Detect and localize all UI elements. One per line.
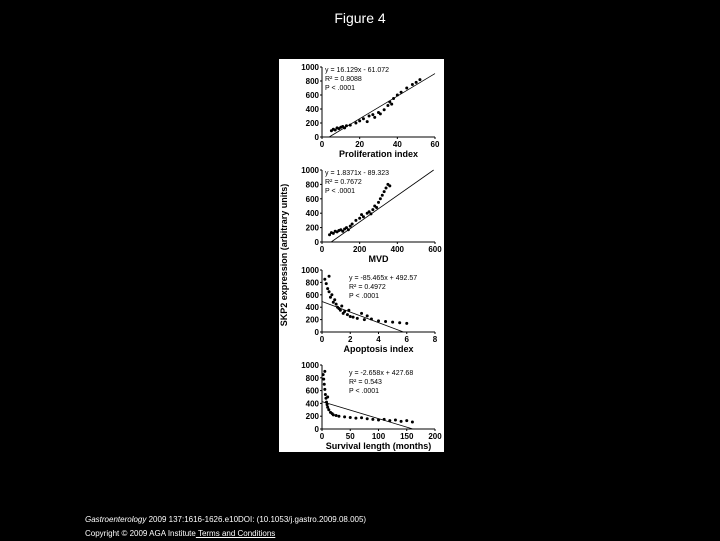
data-point: [390, 103, 393, 106]
data-point: [360, 416, 363, 419]
x-tick-label: 8: [432, 335, 438, 344]
stats-annotation: R² = 0.7672: [325, 179, 362, 186]
y-tick-label: 1000: [301, 166, 319, 175]
stats-annotation: P < .0001: [349, 293, 380, 300]
y-tick-label: 800: [305, 373, 319, 383]
x-tick-label: 60: [430, 140, 440, 149]
y-tick-label: 800: [305, 180, 319, 190]
x-axis-label-0: Proliferation index: [338, 149, 419, 159]
stats-annotation: P < .0001: [325, 85, 356, 92]
y-tick-label: 1000: [301, 361, 319, 370]
data-point: [386, 104, 389, 107]
data-point: [371, 418, 374, 421]
shared-y-axis-label: SKP2 expression (arbitrary units): [279, 183, 289, 327]
data-point: [335, 303, 338, 306]
figure-title: Figure 4: [334, 10, 386, 26]
data-point: [371, 208, 374, 211]
y-tick-label: 400: [305, 105, 319, 114]
y-tick-label: 0: [314, 328, 319, 337]
data-point: [356, 317, 359, 320]
data-point: [371, 113, 374, 116]
data-point: [377, 201, 380, 204]
footer: [85, 513, 366, 541]
scatter-figure: [279, 59, 444, 452]
data-point: [333, 298, 336, 301]
data-point: [400, 91, 403, 94]
data-point: [368, 115, 371, 118]
x-tick-label: 200: [352, 245, 367, 254]
data-point: [328, 275, 331, 278]
x-tick-label: 50: [345, 432, 355, 441]
stats-annotation: R² = 0.8088: [325, 76, 362, 83]
data-point: [349, 416, 352, 419]
data-point: [349, 124, 352, 127]
data-point: [411, 83, 414, 86]
data-point: [383, 418, 386, 421]
data-point: [394, 419, 397, 422]
citation-text: 2009 137:1616-1626.e10DOI: (10.1053/j.gastro.2009.08.005): [146, 515, 367, 524]
data-point: [322, 373, 325, 376]
data-point: [326, 396, 329, 399]
y-tick-label: 0: [314, 238, 319, 247]
x-tick-label: 0: [319, 140, 325, 149]
data-point: [323, 278, 326, 281]
data-point: [388, 419, 391, 422]
data-point: [328, 290, 331, 293]
x-tick-label: 0: [319, 432, 325, 441]
stats-annotation: P < .0001: [349, 388, 380, 395]
data-point: [415, 81, 418, 84]
x-tick-label: 6: [404, 335, 409, 344]
data-point: [384, 320, 387, 323]
copyright-line: [85, 527, 366, 541]
x-tick-label: 100: [371, 432, 386, 441]
y-tick-label: 200: [305, 223, 319, 233]
x-tick-label: 2: [348, 335, 353, 344]
data-point: [377, 319, 380, 322]
trend-line-2: [322, 301, 403, 332]
x-tick-label: 40: [392, 140, 402, 149]
data-point: [325, 401, 328, 404]
x-axis-label-1: MVD: [368, 254, 389, 264]
x-tick-label: 0: [319, 245, 325, 254]
data-point: [335, 414, 338, 417]
data-point: [411, 420, 414, 423]
y-tick-label: 600: [305, 91, 319, 100]
data-point: [391, 321, 394, 324]
data-point: [351, 223, 354, 226]
data-point: [345, 124, 348, 127]
data-point: [398, 321, 401, 324]
data-point: [325, 282, 328, 285]
y-tick-label: 400: [305, 399, 319, 409]
y-tick-label: 400: [305, 303, 319, 313]
data-point: [366, 120, 369, 123]
copyright-text: Copyright © 2009 AGA Institute: [85, 529, 196, 538]
data-point: [358, 119, 361, 122]
data-point: [340, 304, 343, 307]
data-point: [327, 408, 330, 411]
data-point: [347, 309, 350, 312]
data-point: [405, 322, 408, 325]
y-tick-label: 1000: [301, 266, 319, 275]
stats-annotation: y = 1.8371x - 89.323: [325, 170, 390, 177]
y-tick-label: 200: [305, 412, 319, 422]
data-point: [373, 116, 376, 119]
stats-annotation: R² = 0.543: [349, 379, 382, 386]
data-point: [362, 117, 365, 120]
data-point: [366, 417, 369, 420]
data-point: [396, 94, 399, 97]
y-tick-label: 400: [305, 209, 319, 219]
data-point: [324, 393, 327, 396]
data-point: [383, 190, 386, 193]
data-point: [366, 314, 369, 317]
data-point: [360, 312, 363, 315]
data-point: [352, 316, 355, 319]
y-tick-label: 600: [305, 290, 319, 300]
journal-name: Gastroenterology: [85, 515, 147, 524]
data-point: [322, 378, 325, 381]
y-tick-label: 600: [305, 194, 319, 204]
data-point: [400, 420, 403, 423]
figure-panel: [279, 59, 444, 452]
data-point: [343, 310, 346, 313]
data-point: [354, 122, 357, 125]
x-tick-label: 400: [390, 245, 405, 254]
stats-annotation: R² = 0.4972: [349, 284, 386, 291]
data-point: [343, 415, 346, 418]
data-point: [405, 87, 408, 90]
data-point: [370, 317, 373, 320]
data-point: [323, 383, 326, 386]
data-point: [346, 313, 349, 316]
x-axis-label-2: Apoptosis index: [343, 344, 414, 354]
stats-annotation: y = -2.658x + 427.68: [349, 370, 414, 377]
data-point: [392, 97, 395, 100]
citation-line: [85, 513, 366, 527]
stats-annotation: P < .0001: [325, 188, 356, 195]
y-tick-label: 0: [314, 133, 319, 142]
x-tick-label: 4: [376, 335, 381, 344]
y-tick-label: 1000: [301, 63, 319, 72]
data-point: [326, 287, 329, 290]
data-point: [388, 184, 391, 187]
data-point: [377, 419, 380, 422]
data-point: [379, 112, 382, 115]
y-tick-label: 200: [305, 119, 319, 128]
data-point: [330, 293, 333, 296]
x-tick-label: 150: [400, 432, 414, 441]
data-point: [332, 413, 335, 416]
data-point: [379, 197, 382, 200]
data-point: [358, 217, 361, 220]
x-axis-label-3: Survival length (months): [325, 441, 432, 451]
data-point: [369, 212, 372, 215]
y-tick-label: 200: [305, 315, 319, 325]
x-tick-label: 0: [319, 335, 325, 344]
y-tick-label: 800: [305, 77, 319, 86]
data-point: [381, 194, 384, 197]
data-point: [354, 417, 357, 420]
data-point: [363, 318, 366, 321]
data-point: [405, 419, 408, 422]
x-tick-label: 20: [355, 140, 365, 149]
y-tick-label: 600: [305, 386, 319, 396]
y-tick-label: 800: [305, 278, 319, 288]
data-point: [362, 215, 365, 218]
data-point: [418, 78, 421, 81]
stats-annotation: y = -85.465x + 492.57: [349, 275, 418, 282]
data-point: [354, 219, 357, 222]
terms-link[interactable]: Terms and Conditions: [195, 529, 276, 538]
data-point: [347, 228, 350, 231]
stats-annotation: y = 16.129x - 61.072: [325, 67, 390, 74]
data-point: [323, 370, 326, 373]
data-point: [337, 415, 340, 418]
x-tick-label: 600: [428, 245, 442, 254]
data-point: [349, 315, 352, 318]
data-point: [326, 406, 329, 409]
data-point: [326, 403, 329, 406]
x-tick-label: 200: [428, 432, 442, 441]
data-point: [385, 187, 388, 190]
data-point: [323, 388, 326, 391]
y-tick-label: 0: [314, 425, 319, 434]
data-point: [383, 108, 386, 111]
data-point: [339, 309, 342, 312]
data-point: [375, 206, 378, 209]
